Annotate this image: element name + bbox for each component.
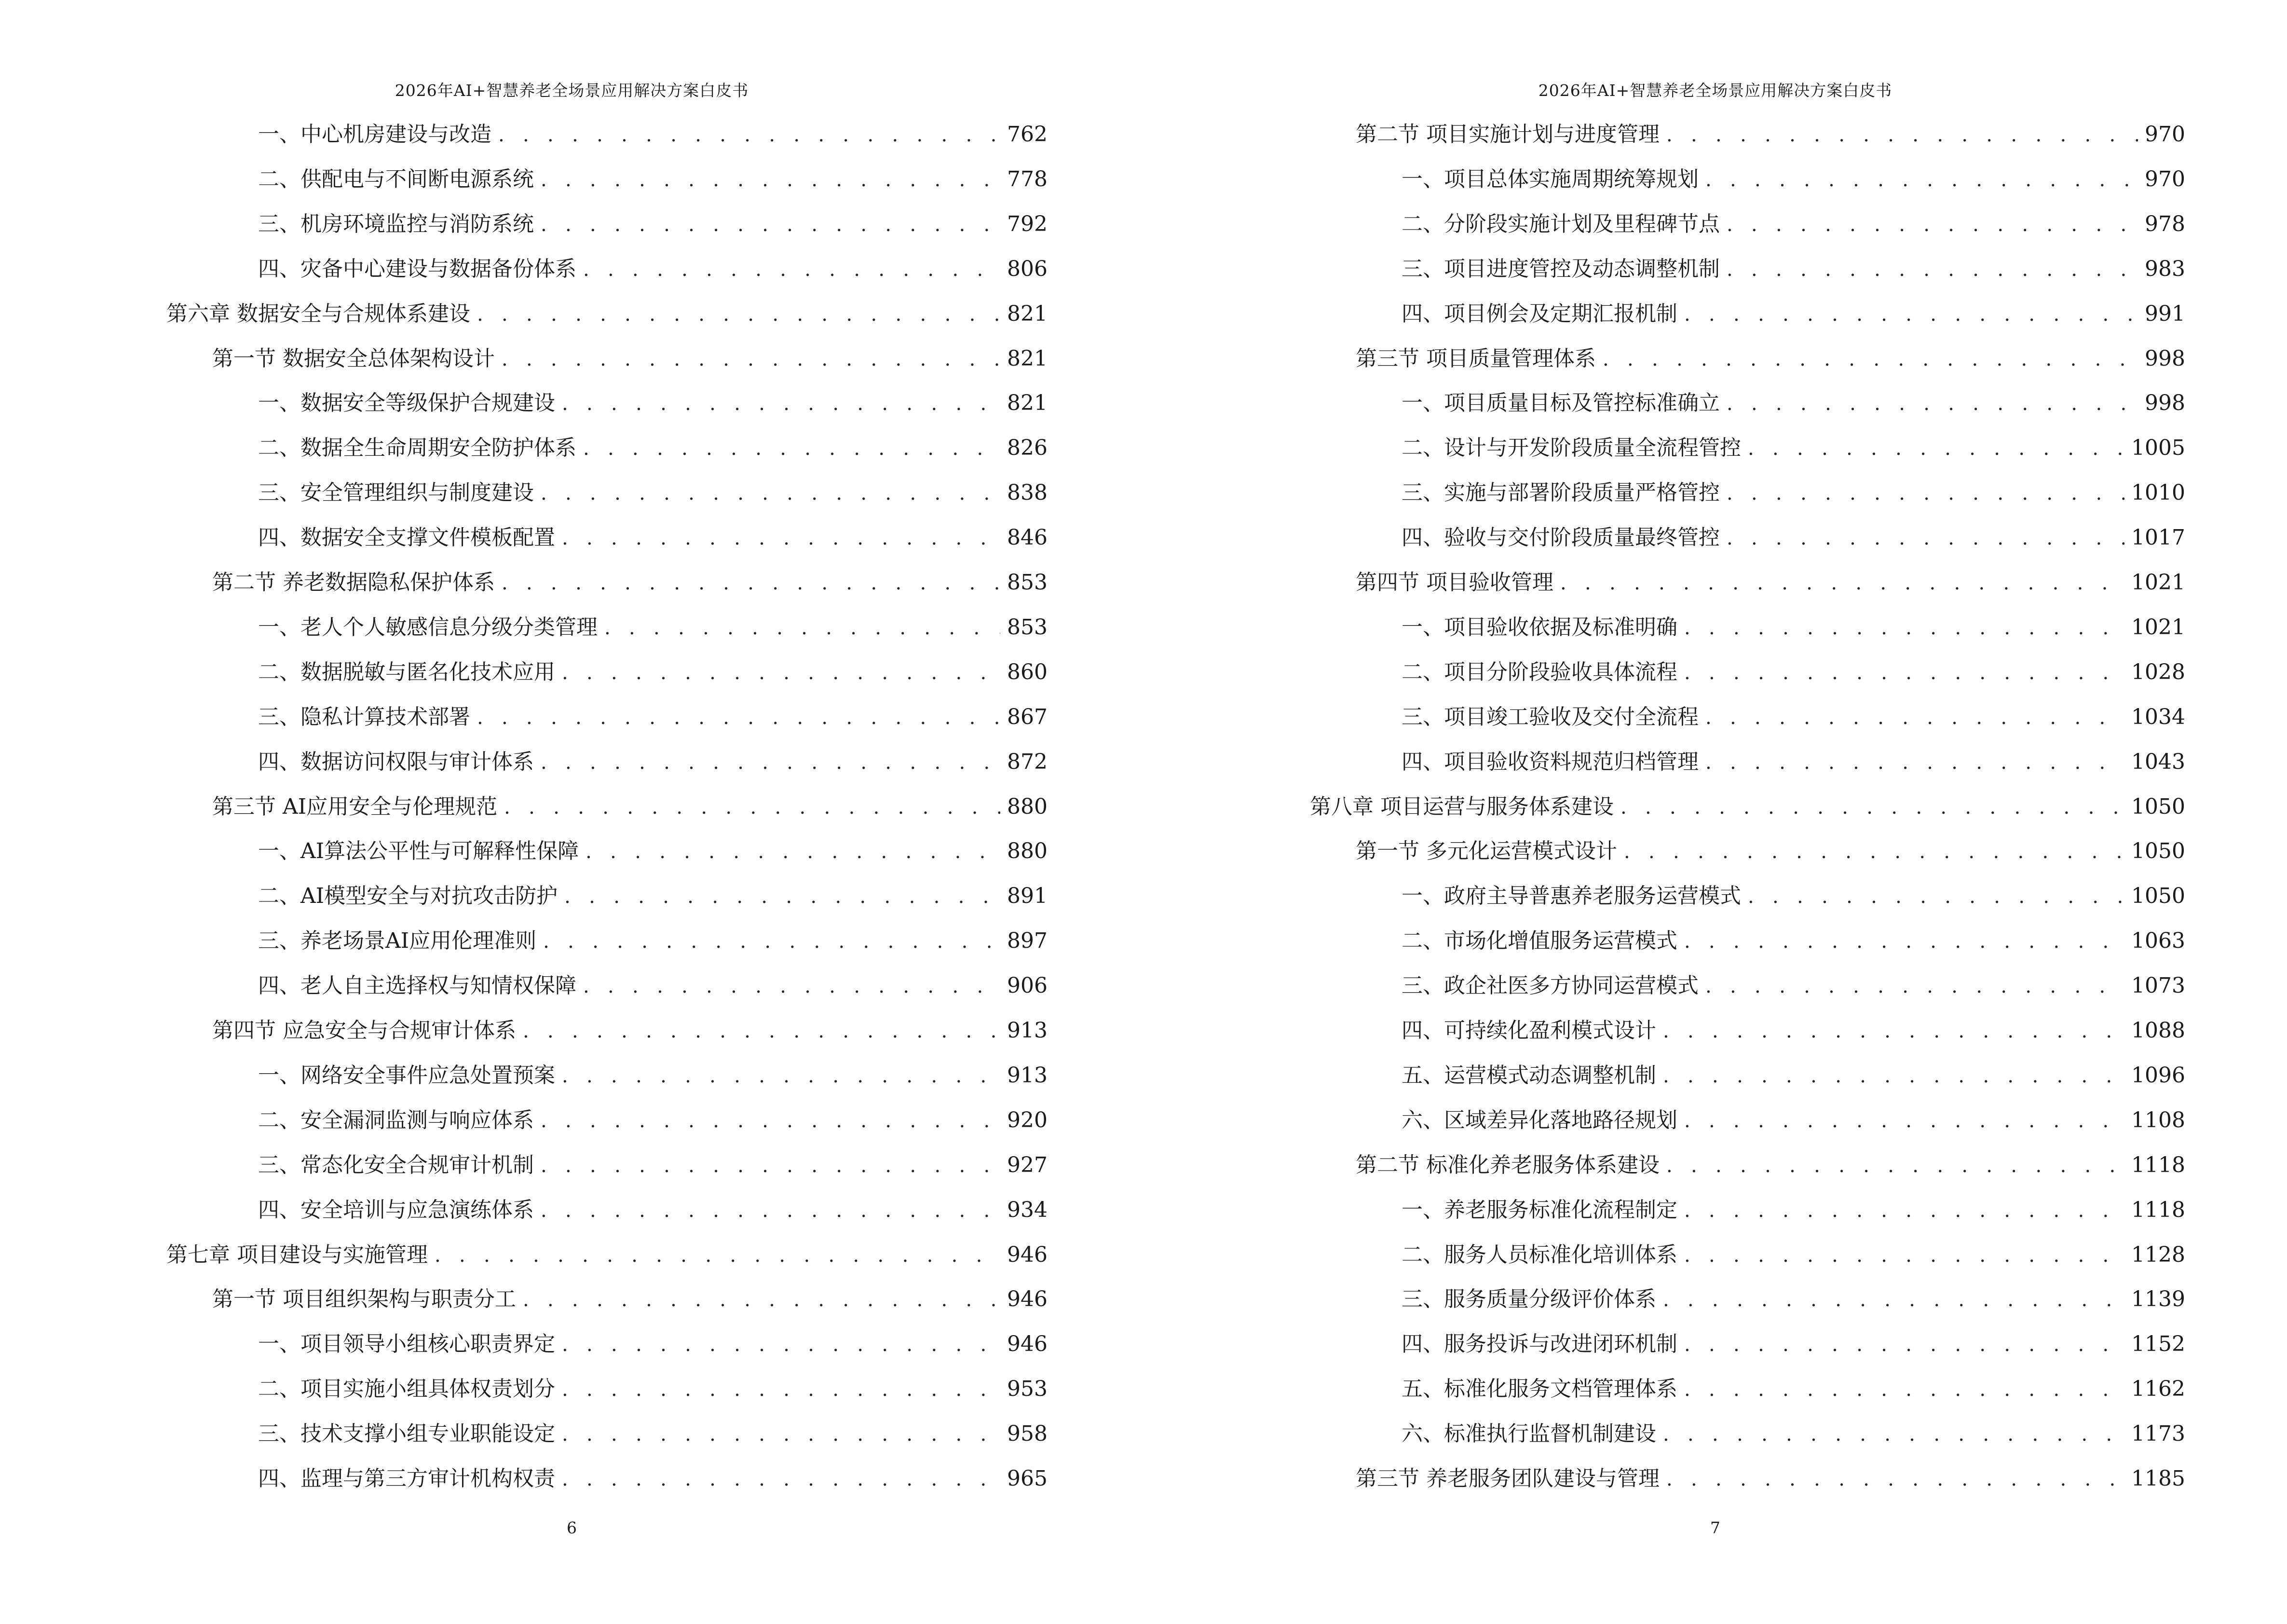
- dot-leader: [1684, 1240, 2124, 1271]
- toc-entry-title: 三、服务质量分级评价体系: [1402, 1287, 1656, 1311]
- toc-entry-title: 一、项目验收依据及标准明确: [1402, 615, 1677, 640]
- toc-entry-page: 1050: [2131, 794, 2185, 819]
- toc-entry-page: 920: [1007, 1108, 1048, 1133]
- dot-leader: [1666, 119, 2138, 151]
- dot-leader: [1663, 1419, 2124, 1450]
- dot-leader: [562, 657, 1000, 689]
- toc-entry-title: 第四节 项目验收管理: [1356, 570, 1553, 595]
- toc-entry-page: 1185: [2131, 1466, 2185, 1491]
- dot-leader: [1727, 522, 2124, 554]
- toc-entry-page: 792: [1007, 212, 1048, 236]
- running-header: 2026年AI+智慧养老全场景应用解决方案白皮书: [1538, 81, 1892, 100]
- dot-leader: [562, 522, 1000, 554]
- toc-entry-page: 1108: [2131, 1108, 2185, 1133]
- dot-leader: [1684, 1374, 2124, 1406]
- dot-leader: [541, 1195, 1000, 1227]
- toc-entry-title: 一、养老服务标准化流程制定: [1402, 1198, 1677, 1222]
- toc-entry-title: 第二节 养老数据隐私保护体系: [212, 570, 495, 595]
- dot-leader: [1663, 1060, 2124, 1092]
- toc-entry-page: 821: [1007, 301, 1048, 326]
- toc-entry: [258, 1328, 1048, 1360]
- toc-entry: [258, 1149, 1048, 1181]
- toc-entry-page: 1139: [2131, 1287, 2185, 1311]
- toc-entry-page: 838: [1007, 480, 1048, 505]
- dot-leader: [583, 254, 1000, 286]
- toc-entry-title: 第三节 项目质量管理体系: [1356, 346, 1596, 371]
- toc-entry-title: 二、市场化增值服务运营模式: [1402, 928, 1677, 953]
- dot-leader: [1684, 926, 2124, 957]
- dot-leader: [502, 343, 1000, 375]
- toc-entry-title: 第二节 标准化养老服务体系建设: [1356, 1153, 1660, 1177]
- toc-entry: [1402, 387, 2185, 419]
- dot-leader: [1666, 1150, 2124, 1182]
- toc-entry: [1402, 1194, 2185, 1226]
- toc-entry-title: 第一节 数据安全总体架构设计: [212, 346, 495, 371]
- toc-entry-title: 第二节 项目实施计划与进度管理: [1356, 122, 1660, 147]
- toc-entry-title: 三、养老场景AI应用伦理准则: [258, 928, 537, 953]
- toc-entry-page: 946: [1007, 1287, 1048, 1311]
- dot-leader: [523, 1284, 1000, 1316]
- toc-entry: [1356, 343, 2185, 375]
- toc-entry-page: 913: [1007, 1063, 1048, 1088]
- toc-entry-page: 998: [2145, 391, 2185, 415]
- toc-entry-page: 826: [1007, 436, 1048, 460]
- page-number: 6: [567, 1518, 577, 1537]
- dot-leader: [1684, 1329, 2124, 1361]
- dot-leader: [541, 478, 1000, 509]
- toc-entry: [212, 1015, 1048, 1047]
- dot-leader: [1620, 792, 2124, 823]
- dot-leader: [1666, 1463, 2124, 1495]
- toc-entry-page: 846: [1007, 525, 1048, 550]
- dot-leader: [1663, 1284, 2124, 1316]
- toc-entry-title: 二、服务人员标准化培训体系: [1402, 1242, 1677, 1267]
- toc-entry: [258, 1418, 1048, 1450]
- dot-leader: [564, 881, 1000, 913]
- dot-leader: [562, 1329, 1000, 1361]
- toc-entry-page: 806: [1007, 257, 1048, 281]
- toc-entry-title: 三、技术支撑小组专业职能设定: [258, 1421, 555, 1446]
- dot-leader: [502, 567, 1000, 599]
- toc-entry-page: 1005: [2131, 436, 2185, 460]
- dot-leader: [1727, 478, 2124, 509]
- toc-entry: [258, 1194, 1048, 1226]
- toc-entry-page: 1028: [2131, 660, 2185, 684]
- toc-entry-page: 953: [1007, 1377, 1048, 1401]
- dot-leader: [1560, 567, 2124, 599]
- dot-leader: [1705, 702, 2124, 734]
- toc-entry-page: 946: [1007, 1242, 1048, 1267]
- toc-entry: [258, 1463, 1048, 1495]
- toc-entry-page: 927: [1007, 1153, 1048, 1177]
- toc-entry-page: 762: [1007, 122, 1048, 147]
- dot-leader: [1663, 1015, 2124, 1047]
- toc-entry-title: 一、老人个人敏感信息分级分类管理: [258, 615, 598, 640]
- toc-entry: [258, 1060, 1048, 1092]
- toc-entry-title: 三、实施与部署阶段质量严格管控: [1402, 480, 1720, 505]
- toc-entry-page: 970: [2145, 167, 2185, 191]
- toc-entry: [1356, 1463, 2185, 1495]
- toc-entry: [1402, 1373, 2185, 1405]
- toc-entry: [1402, 701, 2185, 733]
- toc-entry-title: 二、项目实施小组具体权责划分: [258, 1377, 555, 1401]
- toc-entry: [258, 880, 1048, 912]
- table-of-contents: [0, 119, 1144, 1491]
- toc-entry-title: 一、项目领导小组核心职责界定: [258, 1332, 555, 1356]
- right-page: [1144, 0, 2287, 1624]
- dot-leader: [1705, 970, 2124, 1002]
- toc-entry-title: 第四节 应急安全与合规审计体系: [212, 1018, 516, 1043]
- toc-entry: [1310, 791, 2185, 823]
- toc-entry-page: 1043: [2131, 750, 2185, 774]
- toc-entry: [258, 387, 1048, 419]
- toc-entry: [258, 522, 1048, 554]
- toc-entry-page: 946: [1007, 1332, 1048, 1356]
- toc-entry: [258, 432, 1048, 464]
- toc-entry: [1402, 1418, 2185, 1450]
- toc-entry-page: 1118: [2131, 1153, 2185, 1177]
- toc-entry-title: 一、AI算法公平性与可解释性保障: [258, 839, 579, 863]
- dot-leader: [562, 1374, 1000, 1406]
- dot-leader: [562, 388, 1000, 420]
- toc-entry-title: 一、数据安全等级保护合规建设: [258, 391, 555, 415]
- dot-leader: [562, 1419, 1000, 1450]
- dot-leader: [1748, 881, 2124, 913]
- toc-entry-page: 958: [1007, 1421, 1048, 1446]
- toc-entry-page: 991: [2145, 301, 2185, 326]
- dot-leader: [477, 299, 1000, 330]
- running-header: 2026年AI+智慧养老全场景应用解决方案白皮书: [395, 81, 749, 100]
- dot-leader: [562, 1060, 1000, 1092]
- toc-entry: [1356, 119, 2185, 150]
- toc-entry-title: 第七章 项目建设与实施管理: [166, 1242, 428, 1267]
- toc-entry-page: 1050: [2131, 884, 2185, 908]
- toc-entry: [212, 567, 1048, 599]
- toc-entry-title: 第一节 多元化运营模式设计: [1356, 839, 1617, 863]
- toc-entry: [258, 119, 1048, 150]
- toc-entry-page: 913: [1007, 1018, 1048, 1043]
- dot-leader: [1603, 343, 2138, 375]
- toc-entry: [1402, 880, 2185, 912]
- toc-entry-title: 五、标准化服务文档管理体系: [1402, 1377, 1677, 1401]
- toc-entry: [1402, 477, 2185, 509]
- toc-entry-title: 二、分阶段实施计划及里程碑节点: [1402, 212, 1720, 236]
- toc-entry: [258, 1373, 1048, 1405]
- toc-entry-title: 一、中心机房建设与改造: [258, 122, 491, 147]
- toc-entry-page: 965: [1007, 1466, 1048, 1491]
- page-number: 7: [1710, 1518, 1720, 1537]
- toc-entry-page: 821: [1007, 346, 1048, 371]
- toc-entry-page: 1010: [2131, 480, 2185, 505]
- toc-entry-page: 1162: [2131, 1377, 2185, 1401]
- toc-entry-page: 1050: [2131, 839, 2185, 863]
- dot-leader: [541, 1150, 1000, 1182]
- table-of-contents: [1144, 119, 2287, 1491]
- dot-leader: [523, 1015, 1000, 1047]
- toc-entry: [1402, 612, 2185, 643]
- toc-entry-title: 二、设计与开发阶段质量全流程管控: [1402, 436, 1741, 460]
- toc-entry-title: 六、区域差异化落地路径规划: [1402, 1108, 1677, 1133]
- toc-entry: [1402, 522, 2185, 554]
- toc-entry-page: 1021: [2131, 615, 2185, 640]
- toc-entry-title: 四、项目验收资料规范归档管理: [1402, 750, 1699, 774]
- toc-entry-title: 一、政府主导普惠养老服务运营模式: [1402, 884, 1741, 908]
- toc-entry: [166, 298, 1048, 330]
- toc-entry: [258, 1105, 1048, 1136]
- toc-entry: [258, 746, 1048, 778]
- dot-leader: [1727, 388, 2138, 420]
- toc-entry-page: 1021: [2131, 570, 2185, 595]
- toc-entry-page: 897: [1007, 928, 1048, 953]
- toc-entry: [1402, 656, 2185, 688]
- toc-entry: [258, 164, 1048, 195]
- dot-leader: [585, 836, 1000, 868]
- toc-entry: [258, 253, 1048, 285]
- toc-entry: [1356, 1149, 2185, 1181]
- dot-leader: [1727, 254, 2138, 286]
- toc-entry: [212, 343, 1048, 375]
- toc-entry-title: 二、数据脱敏与匿名化技术应用: [258, 660, 555, 684]
- toc-entry-page: 880: [1007, 794, 1048, 819]
- toc-entry: [1402, 253, 2185, 285]
- toc-entry: [258, 835, 1048, 867]
- toc-entry-title: 三、项目竣工验收及交付全流程: [1402, 705, 1699, 729]
- toc-entry-title: 三、项目进度管控及动态调整机制: [1402, 257, 1720, 281]
- toc-entry-title: 第八章 项目运营与服务体系建设: [1310, 794, 1614, 819]
- dot-leader: [562, 1463, 1000, 1495]
- toc-entry: [1402, 746, 2185, 778]
- toc-entry-page: 978: [2145, 212, 2185, 236]
- toc-entry-page: 1034: [2131, 705, 2185, 729]
- toc-entry: [1402, 432, 2185, 464]
- dot-leader: [541, 209, 1000, 241]
- toc-entry: [1402, 1060, 2185, 1092]
- dot-leader: [541, 164, 1000, 196]
- toc-entry-page: 1063: [2131, 928, 2185, 953]
- toc-entry-title: 四、数据访问权限与审计体系: [258, 750, 534, 774]
- dot-leader: [543, 926, 1000, 957]
- toc-entry-page: 853: [1007, 570, 1048, 595]
- toc-entry-page: 860: [1007, 660, 1048, 684]
- toc-entry-title: 三、常态化安全合规审计机制: [258, 1153, 534, 1177]
- toc-entry-title: 四、老人自主选择权与知情权保障: [258, 973, 576, 998]
- dot-leader: [1684, 612, 2124, 644]
- toc-entry-title: 四、项目例会及定期汇报机制: [1402, 301, 1677, 326]
- toc-entry: [1402, 1328, 2185, 1360]
- toc-entry: [1402, 208, 2185, 240]
- toc-entry: [1402, 298, 2185, 330]
- toc-entry-title: 三、隐私计算技术部署: [258, 705, 470, 729]
- toc-entry: [1402, 1239, 2185, 1271]
- toc-entry-title: 三、安全管理组织与制度建设: [258, 480, 534, 505]
- dot-leader: [1748, 433, 2124, 464]
- toc-entry-page: 983: [2145, 257, 2185, 281]
- toc-entry-title: 一、项目质量目标及管控标准确立: [1402, 391, 1720, 415]
- toc-entry-title: 四、安全培训与应急演练体系: [258, 1198, 534, 1222]
- toc-entry: [212, 1283, 1048, 1315]
- toc-entry: [1402, 1283, 2185, 1315]
- toc-entry-title: 二、数据全生命周期安全防护体系: [258, 436, 576, 460]
- toc-entry-page: 934: [1007, 1198, 1048, 1222]
- dot-leader: [1684, 1195, 2124, 1227]
- dot-leader: [477, 702, 1000, 734]
- toc-entry: [258, 208, 1048, 240]
- toc-entry: [1402, 1015, 2185, 1047]
- toc-entry-page: 853: [1007, 615, 1048, 640]
- toc-entry-page: 1017: [2131, 525, 2185, 550]
- toc-entry-title: 二、项目分阶段验收具体流程: [1402, 660, 1677, 684]
- toc-entry-title: 六、标准执行监督机制建设: [1402, 1421, 1656, 1446]
- toc-entry-page: 906: [1007, 973, 1048, 998]
- toc-entry-page: 778: [1007, 167, 1048, 191]
- toc-entry-title: 四、服务投诉与改进闭环机制: [1402, 1332, 1677, 1356]
- toc-entry-title: 四、数据安全支撑文件模板配置: [258, 525, 555, 550]
- toc-entry-page: 1088: [2131, 1018, 2185, 1043]
- dot-leader: [541, 1105, 1000, 1137]
- dot-leader: [1684, 299, 2138, 330]
- toc-entry-title: 第六章 数据安全与合规体系建设: [166, 301, 470, 326]
- toc-entry: [166, 1239, 1048, 1271]
- dot-leader: [1684, 1105, 2124, 1137]
- toc-entry: [258, 656, 1048, 688]
- toc-entry-title: 四、灾备中心建设与数据备份体系: [258, 257, 576, 281]
- toc-entry: [1356, 835, 2185, 867]
- toc-entry-page: 880: [1007, 839, 1048, 863]
- dot-leader: [1705, 747, 2124, 778]
- dot-leader: [1705, 164, 2138, 196]
- toc-entry-page: 998: [2145, 346, 2185, 371]
- toc-entry-title: 二、AI模型安全与对抗攻击防护: [258, 884, 558, 908]
- toc-entry-page: 891: [1007, 884, 1048, 908]
- toc-entry: [258, 477, 1048, 509]
- dot-leader: [1684, 657, 2124, 689]
- toc-entry-title: 三、政企社医多方协同运营模式: [1402, 973, 1699, 998]
- toc-entry-title: 第一节 项目组织架构与职责分工: [212, 1287, 516, 1311]
- dot-leader: [498, 119, 1000, 151]
- toc-entry-page: 867: [1007, 705, 1048, 729]
- dot-leader: [435, 1240, 1000, 1271]
- toc-entry: [258, 925, 1048, 957]
- toc-entry: [258, 701, 1048, 733]
- toc-entry-title: 二、供配电与不间断电源系统: [258, 167, 534, 191]
- toc-entry: [258, 970, 1048, 1002]
- toc-entry-page: 970: [2145, 122, 2185, 147]
- toc-entry: [258, 612, 1048, 643]
- toc-entry-title: 第三节 AI应用安全与伦理规范: [212, 794, 498, 819]
- toc-entry: [1402, 925, 2185, 957]
- toc-entry-title: 一、项目总体实施周期统筹规划: [1402, 167, 1699, 191]
- toc-entry: [1402, 1105, 2185, 1136]
- toc-entry-title: 一、网络安全事件应急处置预案: [258, 1063, 555, 1088]
- toc-entry-page: 1073: [2131, 973, 2185, 998]
- dot-leader: [604, 612, 1000, 644]
- dot-leader: [583, 433, 1000, 464]
- dot-leader: [504, 792, 1000, 823]
- toc-entry: [1402, 970, 2185, 1002]
- toc-entry-title: 二、安全漏洞监测与响应体系: [258, 1108, 534, 1133]
- toc-entry-page: 1152: [2131, 1332, 2185, 1356]
- dot-leader: [1624, 836, 2124, 868]
- toc-entry-title: 五、运营模式动态调整机制: [1402, 1063, 1656, 1088]
- toc-entry-title: 第三节 养老服务团队建设与管理: [1356, 1466, 1660, 1491]
- toc-entry-title: 三、机房环境监控与消防系统: [258, 212, 534, 236]
- toc-entry: [1356, 567, 2185, 599]
- toc-entry-title: 四、验收与交付阶段质量最终管控: [1402, 525, 1720, 550]
- dot-leader: [1727, 209, 2138, 241]
- toc-entry: [1402, 164, 2185, 195]
- toc-entry-title: 四、监理与第三方审计机构权责: [258, 1466, 555, 1491]
- dot-leader: [541, 747, 1000, 778]
- dot-leader: [583, 970, 1000, 1002]
- toc-entry-page: 1128: [2131, 1242, 2185, 1267]
- toc-entry: [212, 791, 1048, 823]
- toc-entry-title: 四、可持续化盈利模式设计: [1402, 1018, 1656, 1043]
- toc-entry-page: 1118: [2131, 1198, 2185, 1222]
- toc-entry-page: 1096: [2131, 1063, 2185, 1088]
- toc-entry-page: 1173: [2131, 1421, 2185, 1446]
- toc-entry-page: 821: [1007, 391, 1048, 415]
- toc-entry-page: 872: [1007, 750, 1048, 774]
